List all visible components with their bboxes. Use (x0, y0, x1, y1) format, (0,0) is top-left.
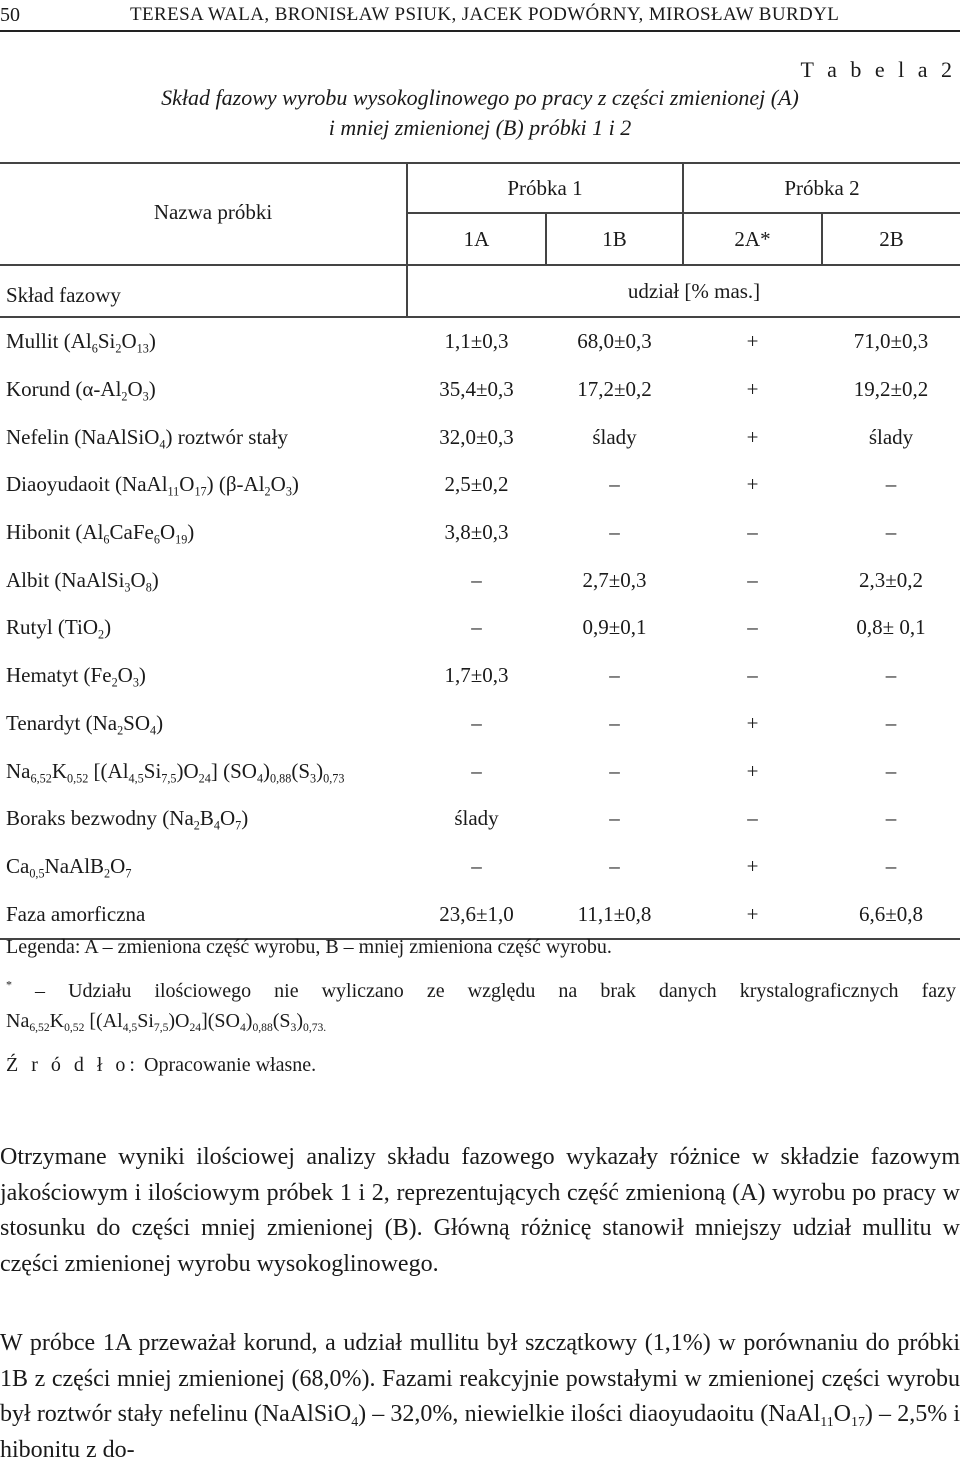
table-row-hematyt (0, 652, 960, 700)
table-legend: Legenda: A – zmieniona część wyrobu, B – mniej zmieniona część wyrobu. (6, 936, 612, 958)
cell-value: 1,1±0,3 (444, 329, 509, 354)
footnote-star: * – Udziału ilościowego nie wyliczano ze względu na brak danych krystalograficznych fazy (6, 977, 956, 1002)
table-row-diaoyudaoit (0, 461, 960, 509)
cell-value: – (885, 710, 897, 735)
phase-label-ca-naalb: $Ca_{0,5}NaAlB_2O_7$ (6, 853, 132, 881)
header-2a: 2A* (683, 213, 822, 265)
cell-value: 68,0±0,3 (577, 329, 652, 354)
phase-label-hematyt: Hematyt $(Fe_2O_3)$ (6, 663, 146, 690)
cell-value: – (609, 472, 620, 497)
footnote-star-formula: $Na_{6,52}K_{0,52}$ $[(Al_{4,5}Si_{7,5})O_{24}](SO_4)_{0,88}(S_3)_{0,73.}$ (6, 1010, 327, 1035)
phase-label-albit: Albit $(NaAlSi_3O_8)$ (6, 567, 159, 595)
phase-label-korund: Korund $(\alpha-Al_2O_3)$ (6, 377, 156, 404)
page-header (0, 0, 960, 32)
cell-value: 71,0±0,3 (853, 329, 929, 354)
cell-value: – (885, 472, 897, 497)
header-sklad-fazowy: Skład fazowy (0, 265, 407, 317)
phase-label-diaoyudaoit: Diaoyudaoit $(NaAl_{11}O_{17})$ $(\beta-Al_2O_3)$ (6, 472, 299, 499)
cell-value: 6,6±0,8 (858, 901, 924, 926)
cell-value: – (609, 520, 620, 545)
cell-value: 19,2±0,2 (853, 377, 929, 402)
cell-value: + (746, 424, 759, 449)
phase-composition-table (0, 162, 960, 940)
table-row-mullit (0, 317, 960, 366)
header-probka-1: Próbka 1 (407, 163, 683, 213)
cell-value: – (885, 520, 897, 545)
cell-value: ślady (592, 424, 637, 449)
cell-value: – (885, 853, 897, 878)
table-row-faza-amorficzna (0, 890, 960, 939)
header-2b: 2B (879, 226, 904, 251)
header-1a: 1A (407, 213, 546, 265)
cell-value: – (885, 663, 897, 688)
cell-value: 0,9±0,1 (582, 615, 647, 640)
cell-value: 2,5±0,2 (444, 472, 509, 497)
cell-value: 0,8± 0,1 (856, 615, 926, 640)
phase-label-faza-amorficzna: Faza amorficzna (6, 901, 146, 926)
cell-value: – (747, 615, 758, 640)
phase-label-boraks: Boraks bezwodny $(Na_2B_4O_7)$ (6, 806, 249, 833)
phase-label-mullit: Mullit $(Al_6Si_2O_{13})$ (6, 329, 156, 356)
phase-label-hibonit: Hibonit $(Al_6CaFe_6O_{19})$ (6, 520, 195, 547)
phase-label-tenardyt: Tenardyt $(Na_2SO_4)$ (6, 710, 164, 738)
cell-value: ślady (868, 424, 914, 449)
cell-value: + (746, 329, 759, 354)
header-probka-2: Próbka 2 (683, 163, 960, 213)
cell-value: + (746, 853, 759, 878)
table-row-tenardyt (0, 700, 960, 748)
table-row-korund (0, 366, 960, 414)
header-unit: udział [% mas.] (627, 278, 761, 303)
table-row-sodalite (0, 747, 960, 795)
cell-value: + (746, 710, 759, 735)
table-caption-line1: Skład fazowy wyrobu wysokoglinowego po pracy z części zmienionej (A) (161, 85, 799, 110)
phase-label-nefelin: Nefelin (NaAlSiO$_4$) roztwór stały (6, 424, 288, 451)
header-nazwa-probki: Nazwa próbki (0, 163, 407, 265)
table-row-ca-naalb (0, 843, 960, 891)
cell-value: 35,4±0,3 (439, 377, 514, 402)
cell-value: – (471, 567, 482, 592)
body-paragraph-1: Otrzymane wyniki ilościowej analizy składu fazowego wykazały różnice w składzie fazowym jakościowym i ilościowym próbek 1 i 2, reprezentujących część zmienioną (A) wyrobu po pracy w stosunku do części mniej zmienionej (B). Główną różnicę stanowił mniejszy udział mullitu w części zmienionej wyrobu wysokoglinowego. (0, 1144, 960, 1277)
cell-value: – (471, 615, 482, 640)
cell-value: – (609, 853, 620, 878)
source-note: Ź r ó d ł o: Opracowanie własne. (6, 1054, 317, 1076)
cell-value: ślady (454, 806, 499, 831)
cell-value: 32,0±0,3 (439, 424, 514, 449)
cell-value: – (885, 758, 897, 783)
cell-value: – (609, 710, 620, 735)
cell-value: – (747, 520, 758, 545)
cell-value: + (746, 377, 759, 402)
table-row-hibonit (0, 509, 960, 557)
cell-value: 2,3±0,2 (858, 567, 924, 592)
table-row-boraks (0, 795, 960, 843)
cell-value: – (747, 663, 758, 688)
cell-value: – (471, 710, 482, 735)
cell-value: 2,7±0,3 (582, 567, 647, 592)
table-caption-line2: i mniej zmienionej (B) próbki 1 i 2 (328, 115, 632, 140)
cell-value: – (609, 806, 620, 831)
cell-value: 1,7±0,3 (444, 663, 509, 688)
table-row-nefelin (0, 413, 960, 461)
cell-value: 3,8±0,3 (444, 520, 509, 545)
header-1b: 1B (546, 213, 683, 265)
cell-value: + (746, 901, 759, 926)
cell-value: – (471, 853, 482, 878)
cell-value: 17,2±0,2 (577, 377, 652, 402)
table-row-albit (0, 556, 960, 604)
cell-value: – (747, 806, 758, 831)
running-authors: TERESA WALA, BRONISŁAW PSIUK, JACEK PODWÓRNY, MIROSŁAW BURDYL (130, 4, 840, 25)
cell-value: + (746, 472, 759, 497)
table-number: T a b e l a 2 (800, 57, 956, 82)
table-row-rutyl (0, 604, 960, 652)
cell-value: + (746, 758, 759, 783)
body-paragraph-2: W próbce 1A przeważał korund, a udział mullitu był szczątkowy (1,1%) w porównaniu do próbki 1B z części mniej zmienionej (68,0%). Fazami reakcyjnie powstałymi w zmienionej części wyrobu był roztwór stały nefelinu (NaAlSiO$_4$) – 32,0%, niewielkie ilości diaoyudaoitu $(NaAl_{11}O_{17}) - 2,5\%$ i hibonitu z do- (0, 1330, 960, 1463)
phase-label-rutyl: Rutyl (TiO$_2$) (6, 615, 112, 642)
cell-value: – (885, 806, 897, 831)
cell-value: – (747, 567, 758, 592)
phase-label-na-k-sulfate: $Na_{6,52}K_{0,52}$ $[(Al_{4,5}Si_{7,5})O_{24}]$ $(SO_4)_{0,88}(S_3)_{0,73}$ (6, 758, 345, 785)
cell-value: 23,6±1,0 (439, 901, 514, 926)
page-number: 50 (0, 4, 20, 26)
cell-value: 11,1±0,8 (577, 901, 652, 926)
cell-value: – (609, 663, 620, 688)
cell-value: – (471, 758, 482, 783)
cell-value: – (609, 758, 620, 783)
